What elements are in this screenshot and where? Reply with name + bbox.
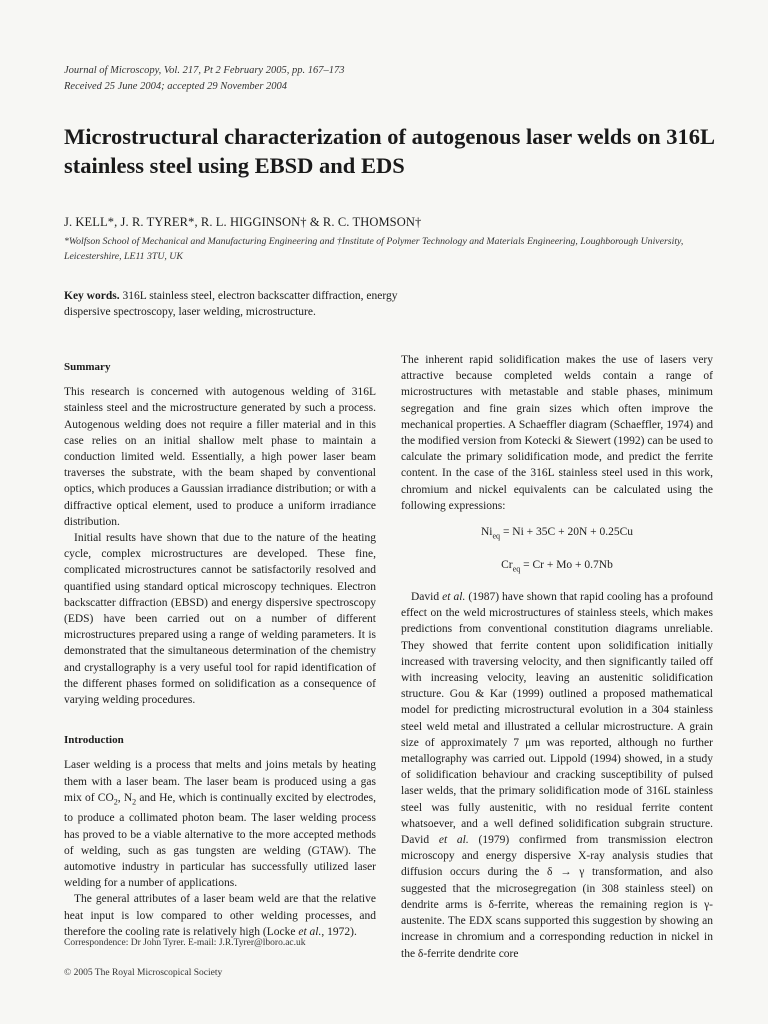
introduction-paragraph-1 <box>64 757 376 891</box>
copyright: © 2005 The Royal Microscopical Society <box>64 968 223 978</box>
left-column <box>64 359 376 940</box>
summary-heading: Summary <box>64 361 111 373</box>
intro-p1-text-b: , N <box>117 791 133 804</box>
journal-header <box>64 63 344 95</box>
intro-p2-text-b: , 1972). <box>321 925 357 938</box>
equation-ni-eq <box>401 524 713 545</box>
correspondence: Correspondence: Dr John Tyrer. E-mail: J.R.Tyrer@lboro.ac.uk <box>64 938 306 948</box>
summary-paragraph-2: Initial results have shown that due to the nature of the heating cycle, complex microstructures are developed. These fine, complicated microstructures cannot be satisfactorily resolved and quantified using standard optical microscopy techniques. Electron backscatter diffraction (EBSD) and energy dispersive spectroscopy (EDS) have been carried out on a number of different microstructures prepared using a range of welding parameters. It is demonstrated that the simultaneous determination of the chemistry and crystallography is a very useful tool for rapid identification of the different phases formed on solidification as a consequence of varying welding procedures. <box>64 532 376 707</box>
right-p2-text-a: David <box>411 591 443 604</box>
intro-p1-text-a: Laser welding is a process that melts and joins metals by heating them with a laser beam. The laser beam is produced using a gas mix of CO <box>64 759 376 804</box>
n2-subscript: 2 <box>132 797 137 807</box>
summary-paragraph-1: This research is concerned with autogenous welding of 316L stainless steel and the microstructure generated by such a process. Autogenous welding does not require a filler material and in this case relies on an initial shallow melt phase to maintain a conduction limited weld. Essentially, a high power laser beam traverses the substrate, with the beam shaped by conventional optics, which produces a Gaussian irradiance distribution; or with a diffractive optical element, used to produce a uniform irradiance distribution. <box>64 386 376 528</box>
eq2-lhs: Cr <box>501 558 513 571</box>
right-column <box>401 352 713 962</box>
right-paragraph-1: The inherent rapid solidification makes the use of lasers very attractive because completed welds contain a range of microstructures with metastable and stable phases, minimum segregation and fine grain sizes which often improve the mechanical properties. A Schaeffler diagram (Schaeffler, 1974) and the modified version from Kotecki & Siewert (1992) can be used to calculate the primary solidification mode, and predict the ferrite content. In the case of the 316L stainless steel used in this work, chromium and nickel equivalents can be calculated using the following expressions: <box>401 354 713 512</box>
authors: J. KELL*, J. R. TYRER*, R. L. HIGGINSON† & R. C. THOMSON† <box>64 215 422 229</box>
intro-p1-text-c: and He, which is continually excited by electrodes, to produce a collimated photon beam. The laser welding process has proved to be a viable alternative to the more accepted methods of welding, such as gas tungsten are welding (GTAW). The automotive industry in particular has successfully utilized laser welding for a number of applications. <box>64 791 377 890</box>
journal-citation: Journal of Microscopy, Vol. 217, Pt 2 February 2005, pp. 167–173 <box>64 65 345 76</box>
eq2-rhs: = Cr + Mo + 0.7Nb <box>520 558 613 571</box>
co2-subscript: 2 <box>113 797 118 807</box>
right-p2-text-c: (1979) confirmed from transmission electron microscopy and energy dispersive X-ray analysis studies that diffusion occurs during the δ → γ transformation, and also suggested that the microsegregation (in 308 stainless steel) on dendrite arms is δ-ferrite, whereas the remaining region is γ-austenite. The EDX scans supported this suggestion by showing an increase in chromium and a corresponding reduction in nickel in the δ-ferrite dendrite core <box>401 834 714 960</box>
equation-cr-eq <box>401 557 713 578</box>
eq1-lhs: Ni <box>480 526 493 539</box>
right-p2-text-b: (1987) have shown that rapid cooling has a profound effect on the weld microstructures of stainless steels, which makes predictions from conventional constitution diagrams unreliable. They showed that ferrite content upon solidification initially increased with traversing velocity, and then significantly tailed off with increasing velocity, leaving an austenitic solidification structure. Gou & Kar (1999) outlined a proposed mathematical model for predicting microstructural evolution in a 304 stainless steel weld metal and illustrated a cellular microstructure. A grain size of approximately 7 μm was reported, although no further metallography was carried out. Lippold (1994) showed, in a study of solidification behaviour and cracking susceptibility of pulsed laser welds, that the primary solidification mode of 316L stainless steel was fully austenitic, with no residual ferrite content whatsoever, and a well defined solidification subgrain structure. David <box>401 591 714 847</box>
eq1-subscript: eq <box>492 531 501 541</box>
keywords-label: Key words. <box>64 290 120 302</box>
intro-p2-etal: et al. <box>298 925 322 938</box>
keywords-text: 316L stainless steel, electron backscatter diffraction, energy dispersive spectroscopy, laser welding, microstructure. <box>64 290 398 318</box>
intro-p2-text-a: The general attributes of a laser beam weld are that the relative heat input is low compared to other welding processes, and therefore the cooling rate is relatively high (Locke <box>64 893 376 938</box>
eq2-subscript: eq <box>512 563 521 573</box>
affiliation: *Wolfson School of Mechanical and Manufacturing Engineering and †Institute of Polymer Technology and Materials Engineering, Loughborough University, Leicestershire, LE11 3TU, UK <box>64 236 684 262</box>
keywords <box>64 288 444 320</box>
right-paragraph-2 <box>401 589 713 962</box>
paper-title: Microstructural characterization of autogenous laser welds on 316L stainless steel using EBSD and EDS <box>64 124 714 178</box>
right-p2-etal-1: et al. <box>442 591 466 604</box>
introduction-paragraph-2 <box>64 891 376 940</box>
received-date: Received 25 June 2004; accepted 29 November 2004 <box>64 81 288 92</box>
eq1-rhs: = Ni + 35C + 20N + 0.25Cu <box>500 526 634 539</box>
introduction-heading: Introduction <box>64 734 124 747</box>
right-p2-etal-2: et al. <box>438 834 469 847</box>
